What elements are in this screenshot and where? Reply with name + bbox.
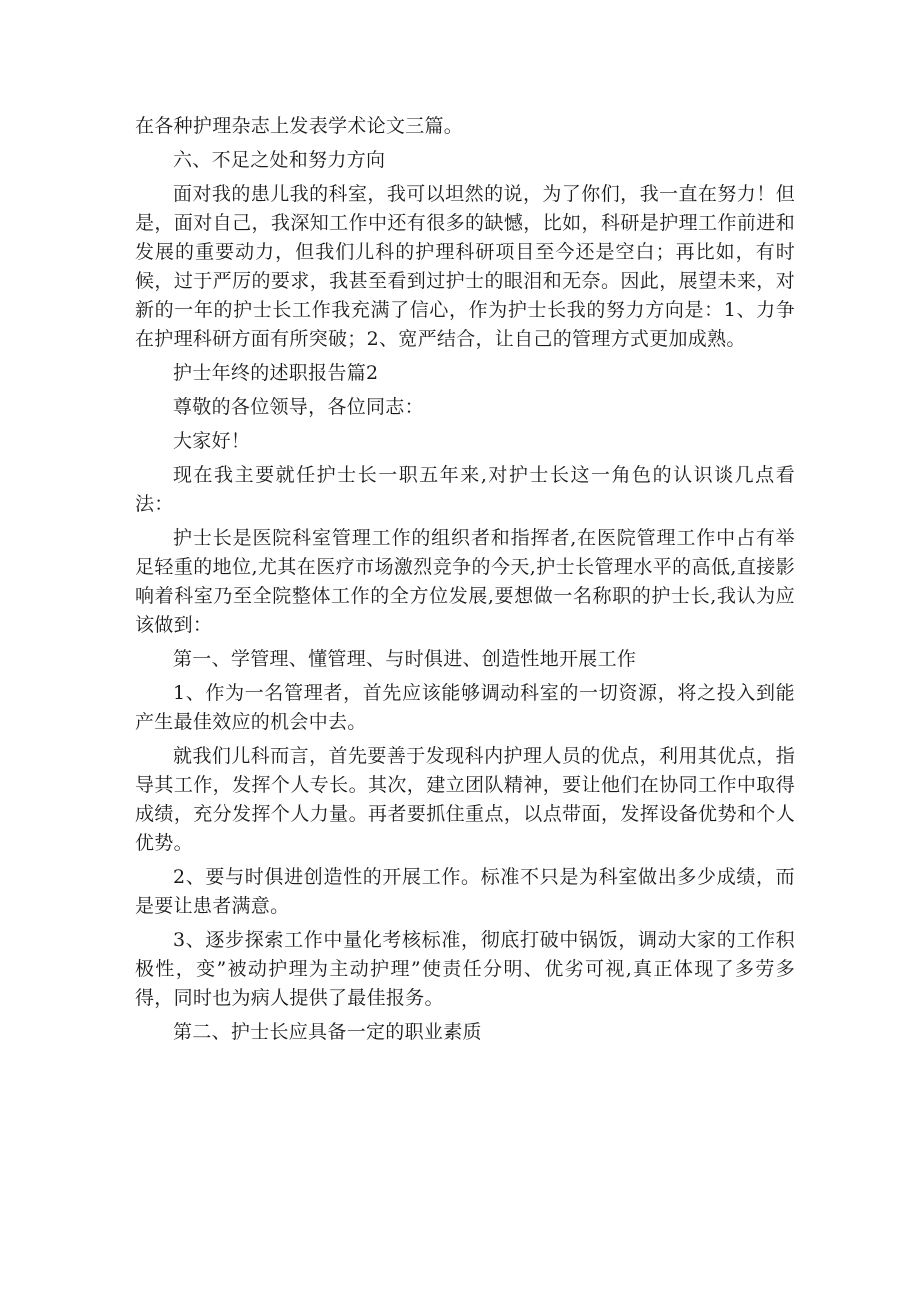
report-title: 护士年终的述职报告篇2 <box>173 362 379 384</box>
paragraph: 面对我的患儿我的科室，我可以坦然的说，为了你们，我一直在努力！但是，面对自己，我深知工作中还有很多的缺憾，比如，科研是护理工作前进和发展的重要动力，但我们儿科的护理科研项目至今还是空白；再比如，有时候，过于严厉的要求，我甚至看到过护士的眼泪和无奈。因此，展望未来，对新的一年的护士长工作我充满了信心，作为护士长我的努力方向是：1、力争在护理科研方面有所突破；2、宽严结合，让自己的管理方式更加成熟。 <box>135 183 795 350</box>
section-heading: 第一、学管理、懂管理、与时俱进、创造性地开展工作 <box>173 648 637 670</box>
section-heading: 六、不足之处和努力方向 <box>173 149 386 171</box>
salutation: 尊敬的各位领导，各位同志： <box>173 396 424 418</box>
paragraph: 在各种护理杂志上发表学术论文三篇。 <box>135 115 464 137</box>
document-body <box>135 112 795 1052</box>
paragraph: 就我们儿科而言，首先要善于发现科内护理人员的优点，利用其优点，指导其工作，发挥个人专长。其次，建立团队精神，要让他们在协同工作中取得成绩，充分发挥个人力量。再者要抓住重点，以点带面，发挥设备优势和个人优势。 <box>135 745 795 854</box>
section-heading: 第二、护士长应具备一定的职业素质 <box>173 1021 482 1043</box>
paragraph: 2、要与时俱进创造性的开展工作。标准不只是为科室做出多少成绩，而是要让患者满意。 <box>135 866 795 917</box>
paragraph: 1、作为一名管理者，首先应该能够调动科室的一切资源，将之投入到能产生最佳效应的机会中去。 <box>135 682 795 733</box>
paragraph: 3、逐步探索工作中量化考核标准，彻底打破中锅饭，调动大家的工作积极性，变”被动护理为主动护理”使责任分明、优劣可视,真正体现了多劳多得，同时也为病人提供了最佳报务。 <box>135 929 795 1009</box>
greeting: 大家好！ <box>173 430 251 452</box>
paragraph: 现在我主要就任护士长一职五年来,对护士长这一角色的认识谈几点看法： <box>135 464 795 515</box>
paragraph: 护士长是医院科室管理工作的组织者和指挥者,在医院管理工作中占有举足轻重的地位,尤其在医疗市场激烈竞争的今天,护士长管理水平的高低,直接影响着科室乃至全院整体工作的全方位发展,要想做一名称职的护士长,我认为应该做到： <box>135 527 795 636</box>
